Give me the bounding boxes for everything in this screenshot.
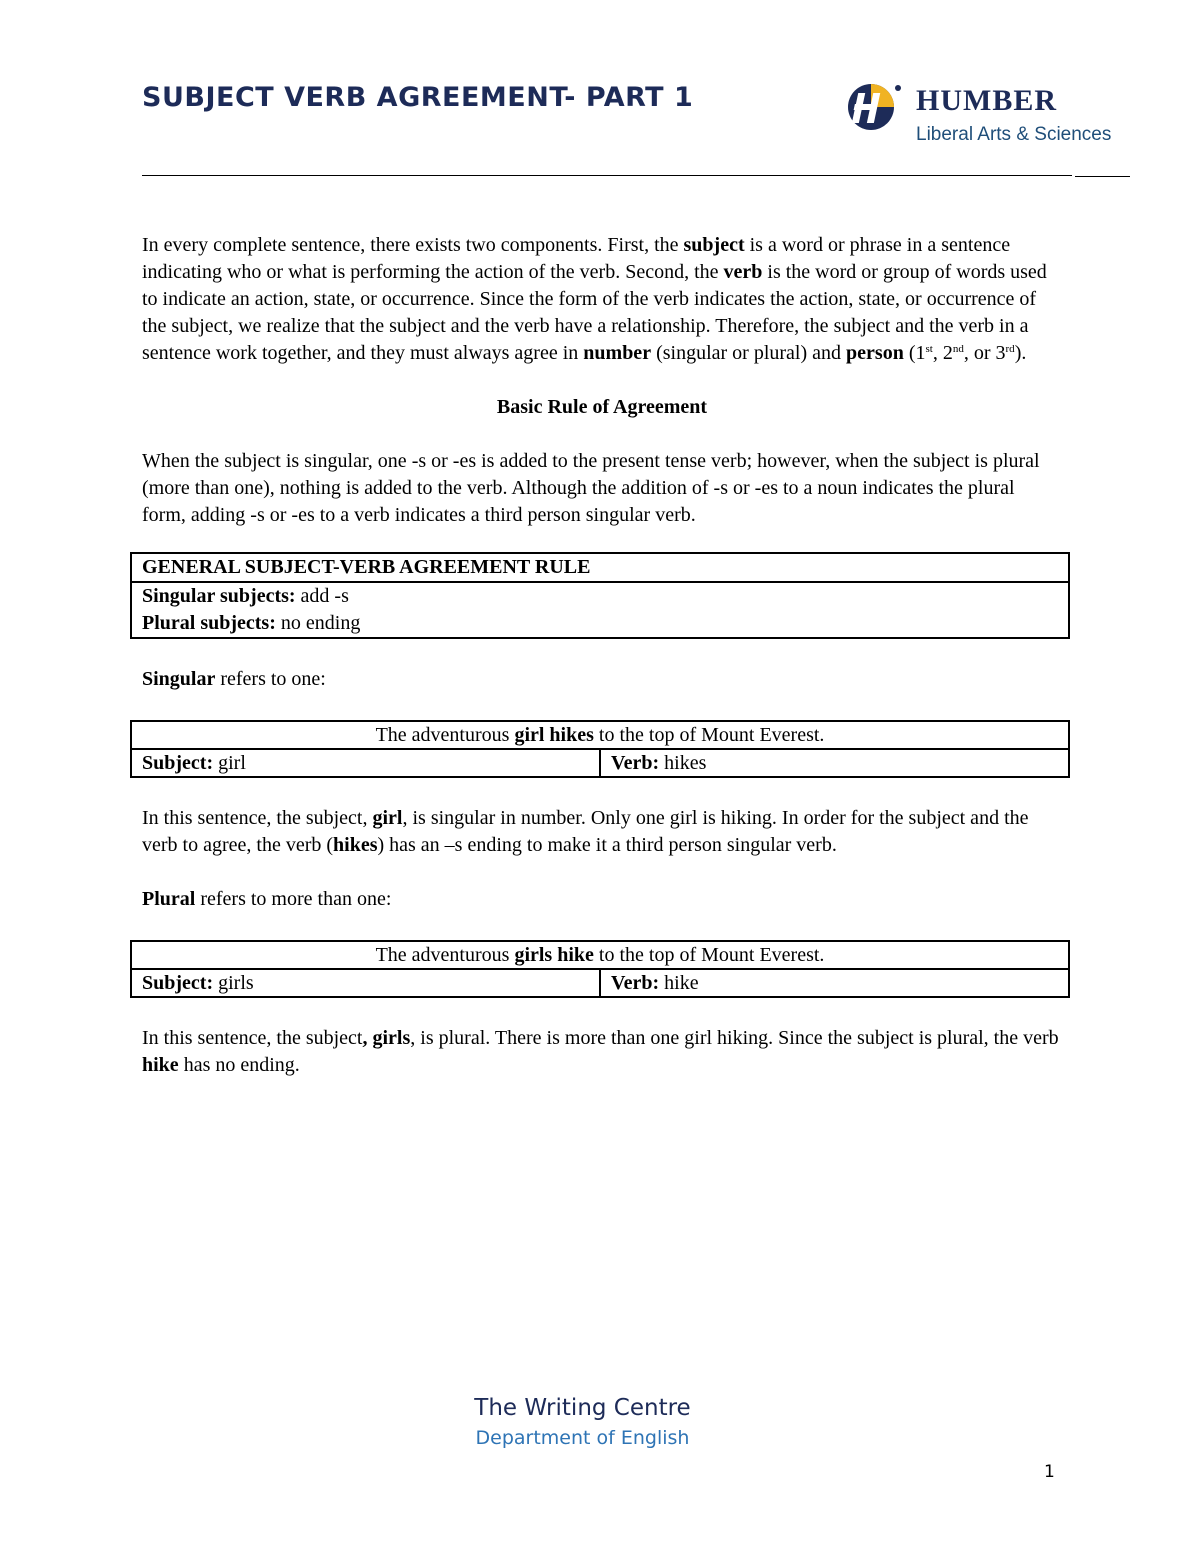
term-person: person (846, 342, 904, 364)
logo-subtitle: Liberal Arts & Sciences (916, 124, 1112, 145)
general-rule-body (131, 582, 1069, 638)
basic-rule-heading: Basic Rule of Agreement (496, 396, 708, 418)
page-number: 1 (1044, 1462, 1055, 1482)
table-row (131, 749, 1069, 777)
subject-cell: Subject: girls (131, 969, 600, 997)
plural-explanation: In this sentence, the subject, girls, is plural. There is more than one girl hiking. Since the subject is plural, the verb hike has no ending. (142, 1027, 1059, 1076)
table-row (131, 553, 1069, 582)
footer-department: Department of English (475, 1427, 690, 1449)
table-row (131, 721, 1069, 749)
logo-name: HUMBER (916, 84, 1057, 117)
basic-rule-paragraph: When the subject is singular, one -s or -es is added to the present tense verb; however, when the subject is plural (more than one), nothing is added to the verb. Although the addition of -s or -es to a noun indicates the plural form, adding -s or -es to a verb indicates a third person singular verb. (142, 450, 1040, 526)
table-row (131, 582, 1069, 638)
plural-rule-line: Plural subjects: no ending (142, 612, 361, 634)
example-sentence: The adventurous girl hikes to the top of Mount Everest. (131, 721, 1069, 749)
general-rule-table (130, 552, 1070, 639)
footer-title: The Writing Centre (474, 1395, 691, 1421)
intro-paragraph: In every complete sentence, there exists two components. First, the subject is a word or phrase in a sentence indicating who or what is performing the action of the verb. Second, the verb is the word or group of words used to indicate an action, state, or occurrence. Since the form of the verb indicates the action, state, or occurrence of the subject, we realize that the subject and the verb have a relationship. Therefore, the subject and the verb in a sentence work together, and they must always agree in number (singular or plural) and person (1st, 2nd, or 3rd). (142, 234, 1047, 364)
header-divider-tail (1075, 176, 1130, 177)
term-number: number (583, 342, 652, 364)
table-row (131, 941, 1069, 969)
table-row (131, 969, 1069, 997)
singular-example-table (130, 720, 1070, 778)
verb-cell: Verb: hikes (600, 749, 1069, 777)
subject-cell: Subject: girl (131, 749, 600, 777)
general-rule-header: GENERAL SUBJECT-VERB AGREEMENT RULE (131, 553, 1069, 582)
document-body (142, 232, 1062, 1106)
term-verb: verb (723, 261, 763, 283)
page-footer (0, 1392, 1165, 1452)
term-subject: subject (683, 234, 745, 256)
singular-explanation: In this sentence, the subject, girl, is singular in number. Only one girl is hiking. In order for the subject and the verb to agree, the verb (hikes) has an –s ending to make it a third person singular verb. (142, 807, 1029, 856)
humber-logo (846, 78, 1136, 154)
document-title: SUBJECT VERB AGREEMENT- PART 1 (142, 82, 694, 113)
header-divider (142, 175, 1072, 176)
singular-label: Singular refers to one: (142, 668, 326, 690)
example-sentence: The adventurous girls hike to the top of Mount Everest. (131, 941, 1069, 969)
plural-label: Plural refers to more than one: (142, 888, 392, 910)
singular-rule-line: Singular subjects: add -s (142, 585, 349, 607)
humber-logo-mark-icon (846, 80, 906, 132)
verb-cell: Verb: hike (600, 969, 1069, 997)
plural-example-table (130, 940, 1070, 998)
